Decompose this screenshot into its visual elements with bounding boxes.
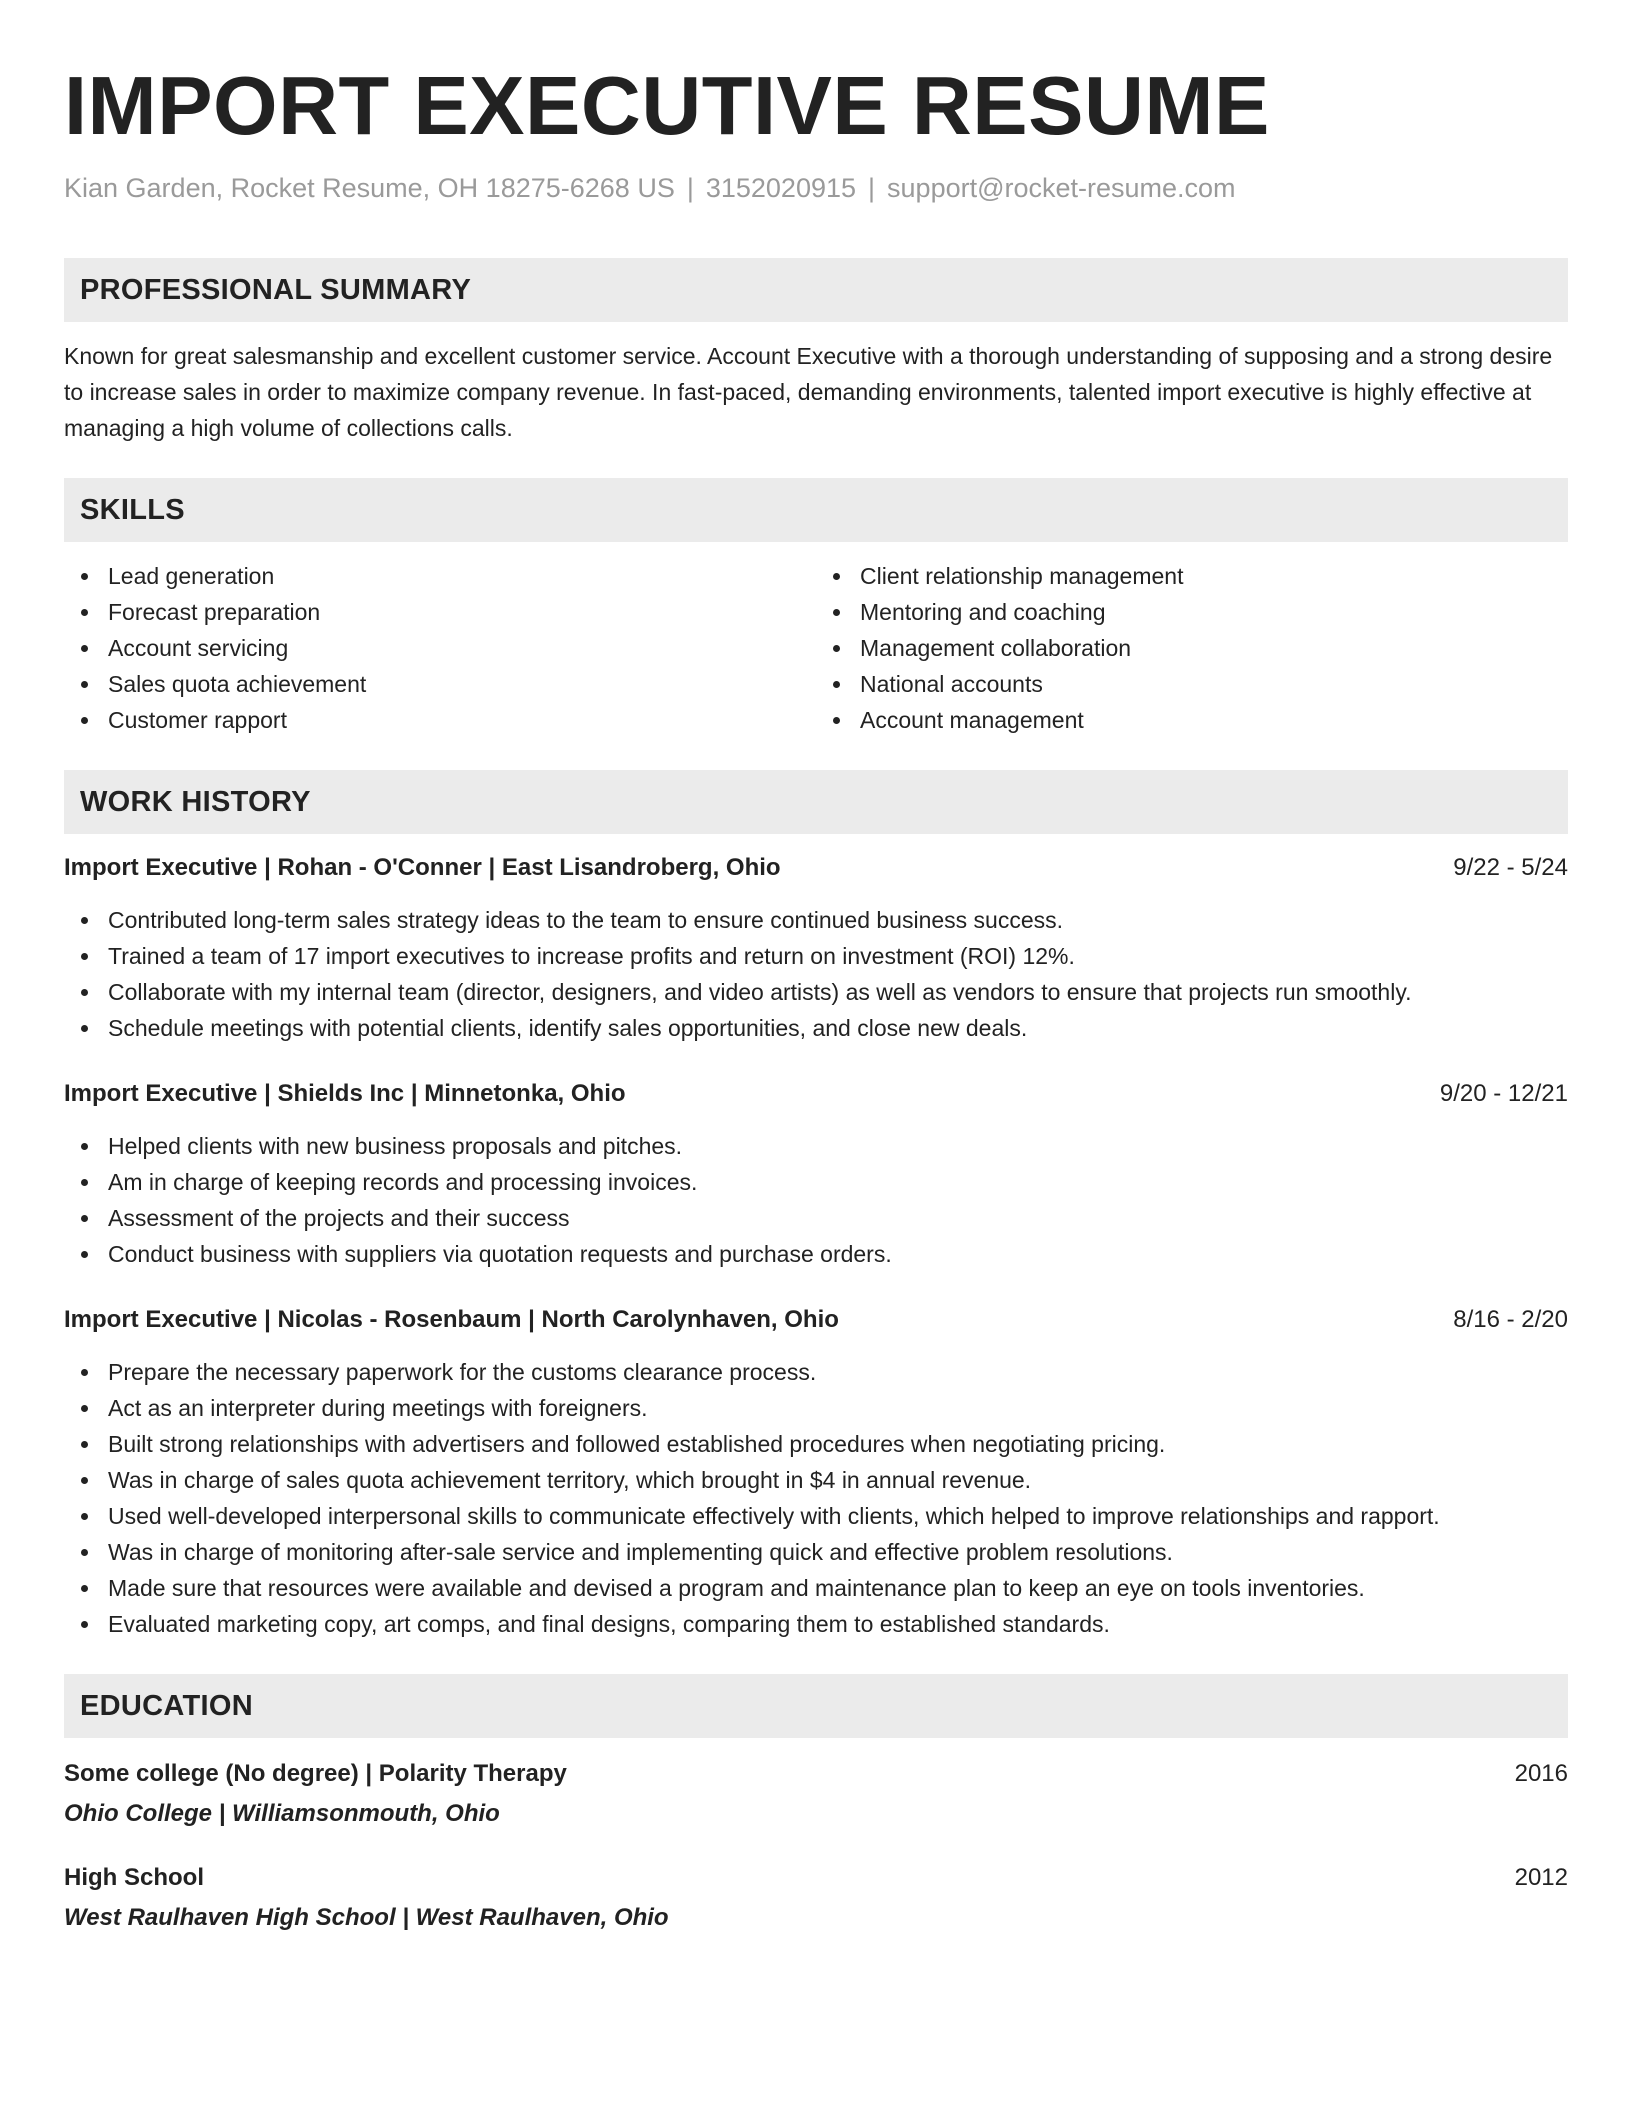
job-bullet: Prepare the necessary paperwork for the customs clearance process. <box>108 1354 1568 1390</box>
skill-item: Sales quota achievement <box>108 666 816 702</box>
education-degree: Some college (No degree) | Polarity Therapy <box>64 1760 567 1787</box>
education-year: 2016 <box>1514 1760 1568 1787</box>
section-header-skills <box>64 478 1568 542</box>
job-bullet: Used well-developed interpersonal skills to communicate effectively with clients, which helped to improve relationships and rapport. <box>108 1498 1568 1534</box>
job-bullet: Made sure that resources were available and devised a program and maintenance plan to keep an eye on tools inventories. <box>108 1570 1568 1606</box>
job-bullet: Collaborate with my internal team (director, designers, and video artists) as well as vendors to ensure that projects run smoothly. <box>108 974 1568 1010</box>
job-header <box>64 850 1568 886</box>
skills-column-right <box>816 558 1568 738</box>
skills-list <box>64 558 1568 738</box>
education-header <box>64 1860 1568 1896</box>
skill-item: Account servicing <box>108 630 816 666</box>
job-bullet: Act as an interpreter during meetings with foreigners. <box>108 1390 1568 1426</box>
education-school: Ohio College | Williamsonmouth, Ohio <box>64 1800 500 1827</box>
skill-item: Customer rapport <box>108 702 816 738</box>
job-bullet: Am in charge of keeping records and processing invoices. <box>108 1164 1568 1200</box>
job-bullet: Helped clients with new business proposals and pitches. <box>108 1128 1568 1164</box>
job-dates: 9/22 - 5/24 <box>1453 854 1568 881</box>
job-header <box>64 1302 1568 1338</box>
skill-item: National accounts <box>860 666 1568 702</box>
education-header <box>64 1756 1568 1792</box>
job-bullet: Assessment of the projects and their success <box>108 1200 1568 1236</box>
job-title: Import Executive | Shields Inc | Minnetonka, Ohio <box>64 1080 626 1107</box>
job-header <box>64 1076 1568 1112</box>
job-title: Import Executive | Nicolas - Rosenbaum | North Carolynhaven, Ohio <box>64 1306 839 1333</box>
section-title: WORK HISTORY <box>80 785 311 818</box>
job-bullet: Built strong relationships with advertisers and followed established procedures when negotiating pricing. <box>108 1426 1568 1462</box>
job-bullet: Trained a team of 17 import executives to increase profits and return on investment (ROI) 12%. <box>108 938 1568 974</box>
section-title: PROFESSIONAL SUMMARY <box>80 273 472 306</box>
section-title: EDUCATION <box>80 1689 253 1722</box>
contact-email: support@rocket-resume.com <box>887 173 1236 203</box>
skill-item: Management collaboration <box>860 630 1568 666</box>
job-bullet: Contributed long-term sales strategy ideas to the team to ensure continued business success. <box>108 902 1568 938</box>
skills-column-left <box>64 558 816 738</box>
job-entry <box>64 850 1568 1046</box>
section-title: SKILLS <box>80 493 185 526</box>
job-bullet: Evaluated marketing copy, art comps, and final designs, comparing them to established standards. <box>108 1606 1568 1642</box>
job-bullet: Was in charge of sales quota achievement territory, which brought in $4 in annual revenue. <box>108 1462 1568 1498</box>
job-dates: 8/16 - 2/20 <box>1453 1306 1568 1333</box>
skill-item: Lead generation <box>108 558 816 594</box>
education-entry <box>64 1756 1568 1832</box>
job-entry <box>64 1302 1568 1642</box>
section-header-work-history <box>64 770 1568 834</box>
job-entry <box>64 1076 1568 1272</box>
summary-text: Known for great salesmanship and excellent customer service. Account Executive with a thorough understanding of supposing and a strong desire to increase sales in order to maximize company revenue. In fast-paced, demanding environments, talented import executive is highly effective at managing a high volume of collections calls. <box>64 343 1553 441</box>
skill-item: Mentoring and coaching <box>860 594 1568 630</box>
resume-title: IMPORT EXECUTIVE RESUME <box>64 59 1270 152</box>
contact-separator: | <box>686 173 694 203</box>
skill-item: Client relationship management <box>860 558 1568 594</box>
contact-phone: 3152020915 <box>705 173 857 203</box>
skill-item: Account management <box>860 702 1568 738</box>
job-bullet: Was in charge of monitoring after-sale service and implementing quick and effective problem resolutions. <box>108 1534 1568 1570</box>
job-bullets <box>64 902 1568 1046</box>
contact-separator: | <box>868 173 876 203</box>
contact-address: Kian Garden, Rocket Resume, OH 18275-6268 US <box>64 173 675 203</box>
contact-line <box>64 170 1568 206</box>
job-bullet: Conduct business with suppliers via quotation requests and purchase orders. <box>108 1236 1568 1272</box>
job-dates: 9/20 - 12/21 <box>1439 1080 1568 1107</box>
education-degree: High School <box>64 1864 204 1891</box>
job-bullets <box>64 1354 1568 1642</box>
job-bullets <box>64 1128 1568 1272</box>
education-school: West Raulhaven High School | West Raulhaven, Ohio <box>64 1904 669 1931</box>
education-year: 2012 <box>1514 1864 1568 1891</box>
job-title: Import Executive | Rohan - O'Conner | East Lisandroberg, Ohio <box>64 854 781 881</box>
job-bullet: Schedule meetings with potential clients, identify sales opportunities, and close new deals. <box>108 1010 1568 1046</box>
education-entry <box>64 1860 1568 1936</box>
section-header-summary <box>64 258 1568 322</box>
section-header-education <box>64 1674 1568 1738</box>
skill-item: Forecast preparation <box>108 594 816 630</box>
